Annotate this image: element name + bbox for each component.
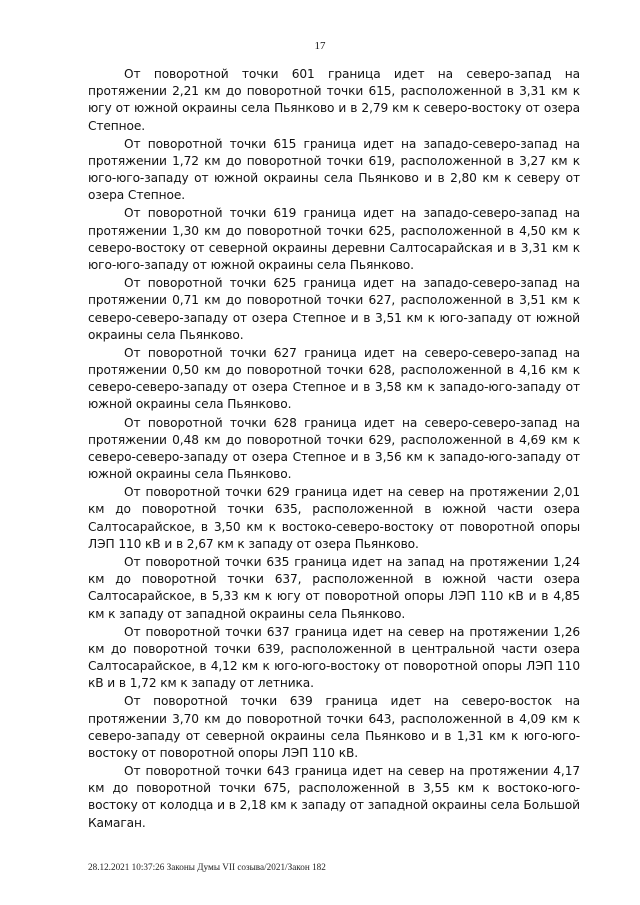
paragraph: От поворотной точки 627 граница идет на северо-северо-запад на протяжении 0,50 км до поворотной точки 628, расположенной в 4,16 км к северо-северо-западу от озера Степное и в 3,58 км к западо-юго-западу от южной окраины села Пьянково. bbox=[88, 345, 580, 412]
paragraph: От поворотной точки 615 граница идет на западо-северо-запад на протяжении 1,72 км до поворотной точки 619, расположенной в 3,27 км к юго-юго-западу от южной окраины села Пьянково и в 2,80 км к северу от озера Степное. bbox=[88, 136, 580, 203]
paragraph: От поворотной точки 643 граница идет на север на протяжении 4,17 км до поворотной точки 675, расположенной в 3,55 км к востоко-юго-востоку от колодца и в 2,18 км к западу от западной окраины села Большой Камаган. bbox=[88, 764, 580, 830]
paragraph: От поворотной точки 635 граница идет на запад на протяжении 1,24 км до поворотной точки 637, расположенной в южной части озера Салтосарайское, в 5,33 км к югу от поворотной опоры ЛЭП 110 кВ и в 4,85 км к западу от западной окраины села Пьянково. bbox=[88, 554, 580, 621]
paragraph: От поворотной точки 601 граница идет на северо-запад на протяжении 2,21 км до поворотной точки 615, расположенной в 3,31 км к югу от южной окраины села Пьянково и в 2,79 км к северо-востоку от озера Степное. bbox=[88, 67, 580, 133]
paragraph: От поворотной точки 619 граница идет на западо-северо-запад на протяжении 1,30 км до поворотной точки 625, расположенной в 4,50 км к северо-востоку от северной окраины деревни Салтосарайская и в 3,31 км к юго-юго-западу от южной окраины села Пьянково. bbox=[88, 206, 580, 273]
paragraph: От поворотной точки 639 граница идет на северо-восток на протяжении 3,70 км до поворотной точки 643, расположенной в 4,09 км к северо-западу от северной окраины села Пьянково и в 1,31 км к юго-юго-востоку от поворотной опоры ЛЭП 110 кВ. bbox=[88, 694, 580, 760]
document-body bbox=[88, 66, 580, 833]
page-number: 17 bbox=[314, 40, 326, 52]
paragraph: От поворотной точки 637 граница идет на север на протяжении 1,26 км до поворотной точки 639, расположенной в центральной части озера Салтосарайское, в 4,12 км к юго-юго-востоку от поворотной опоры ЛЭП 110 кВ и в 1,72 км к западу от летника. bbox=[88, 624, 580, 691]
paragraph: От поворотной точки 628 граница идет на северо-северо-запад на протяжении 0,48 км до поворотной точки 629, расположенной в 4,69 км к северо-северо-западу от озера Степное и в 3,56 км к западо-юго-западу от южной окраины села Пьянково. bbox=[88, 415, 580, 482]
paragraph: От поворотной точки 625 граница идет на западо-северо-запад на протяжении 0,71 км до поворотной точки 627, расположенной в 3,51 км к северо-северо-западу от озера Степное и в 3,51 км к юго-западу от южной окраины села Пьянково. bbox=[88, 276, 580, 342]
document-footer: 28.12.2021 10:37:26 Законы Думы VII созыва/2021/Закон 182 bbox=[88, 862, 326, 872]
paragraph: От поворотной точки 629 граница идет на север на протяжении 2,01 км до поворотной точки 635, расположенной в южной части озера Салтосарайское, в 3,50 км к востоко-северо-востоку от поворотной опоры ЛЭП 110 кВ и в 2,67 км к западу от озера Пьянково. bbox=[88, 485, 580, 551]
